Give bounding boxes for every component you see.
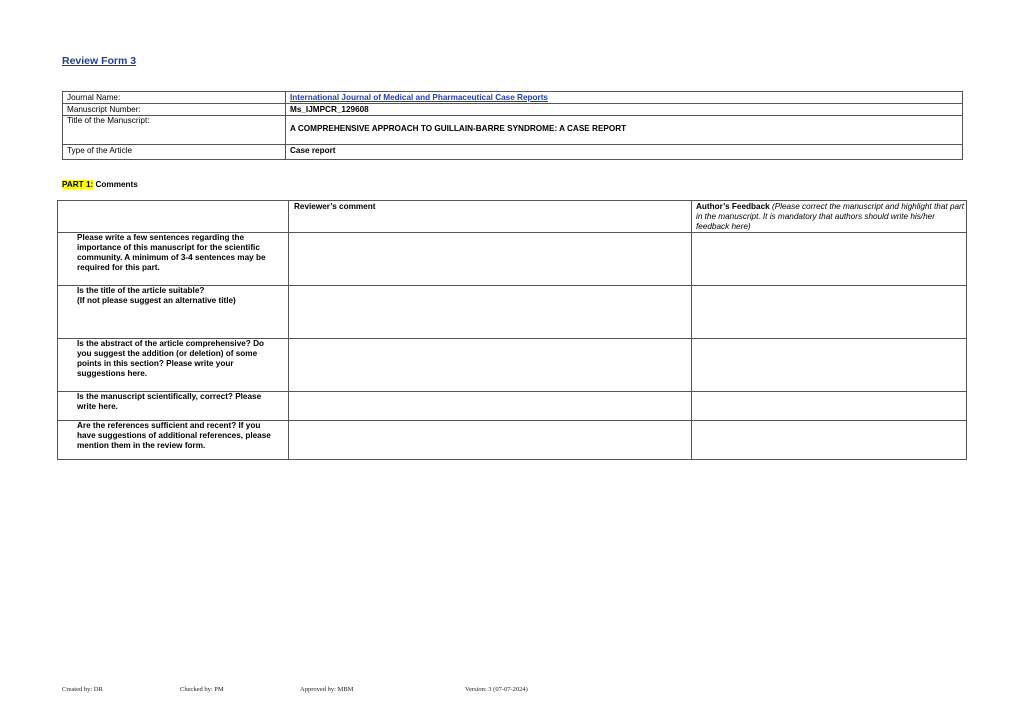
- header-empty-cell: [58, 201, 289, 233]
- journal-name-label: Journal Name:: [63, 92, 286, 104]
- footer-approved-by: Approved by: MBM: [300, 686, 354, 693]
- question-abstract: Is the abstract of the article comprehensive? Do you suggest the addition (or deletion) of some points in this section? Please write your suggestions here.: [58, 339, 289, 392]
- manuscript-title-value: A COMPREHENSIVE APPROACH TO GUILLAIN-BARRE SYNDROME: A CASE REPORT: [286, 116, 963, 145]
- reviewer-comment-cell[interactable]: [289, 392, 692, 421]
- table-row: [58, 339, 967, 392]
- article-type-label: Type of the Article: [63, 145, 286, 160]
- question-scientific: Is the manuscript scientifically, correct? Please write here.: [58, 392, 289, 421]
- manuscript-number-label: Manuscript Number:: [63, 104, 286, 116]
- table-row: [58, 233, 967, 286]
- reviewer-comment-cell[interactable]: [289, 339, 692, 392]
- table-row: [58, 286, 967, 339]
- author-feedback-title: Author’s Feedback: [696, 202, 770, 211]
- author-feedback-cell[interactable]: [692, 233, 967, 286]
- footer-created-by: Created by: DR: [62, 686, 103, 693]
- journal-name-link[interactable]: International Journal of Medical and Pharmaceutical Case Reports: [286, 92, 963, 104]
- footer-version: Version: 3 (07-07-2024): [465, 686, 528, 693]
- part1-heading: [62, 180, 138, 189]
- author-feedback-cell[interactable]: [692, 392, 967, 421]
- footer-checked-by: Checked by: PM: [180, 686, 224, 693]
- reviewer-comment-cell[interactable]: [289, 233, 692, 286]
- author-feedback-instructions: (Please correct the manuscript and highlight that part in the manuscript. It is mandatory that authors should write his/her feedback here): [696, 202, 965, 231]
- question-title: Is the title of the article suitable? (If not please suggest an alternative title): [58, 286, 289, 339]
- manuscript-number-value: Ms_IJMPCR_129608: [286, 104, 963, 116]
- author-feedback-header: [692, 201, 967, 233]
- author-feedback-cell[interactable]: [692, 339, 967, 392]
- comments-table: [57, 200, 967, 460]
- article-type-value: Case report: [286, 145, 963, 160]
- reviewer-comment-header: Reviewer’s comment: [289, 201, 692, 233]
- table-row: [58, 392, 967, 421]
- table-row: [58, 421, 967, 460]
- reviewer-comment-cell[interactable]: [289, 421, 692, 460]
- part1-label-highlight: PART 1:: [62, 180, 94, 189]
- manuscript-title-label: Title of the Manuscript:: [63, 116, 286, 145]
- manuscript-info-table: [62, 91, 963, 160]
- author-feedback-cell[interactable]: [692, 286, 967, 339]
- part1-label-rest: Comments: [93, 180, 138, 189]
- question-references: Are the references sufficient and recent? If you have suggestions of additional references, please mention them in the review form.: [58, 421, 289, 460]
- comments-header-row: [58, 201, 967, 233]
- reviewer-comment-cell[interactable]: [289, 286, 692, 339]
- question-importance: Please write a few sentences regarding the importance of this manuscript for the scientific community. A minimum of 3-4 sentences may be required for this part.: [58, 233, 289, 286]
- author-feedback-cell[interactable]: [692, 421, 967, 460]
- form-title: Review Form 3: [62, 55, 137, 67]
